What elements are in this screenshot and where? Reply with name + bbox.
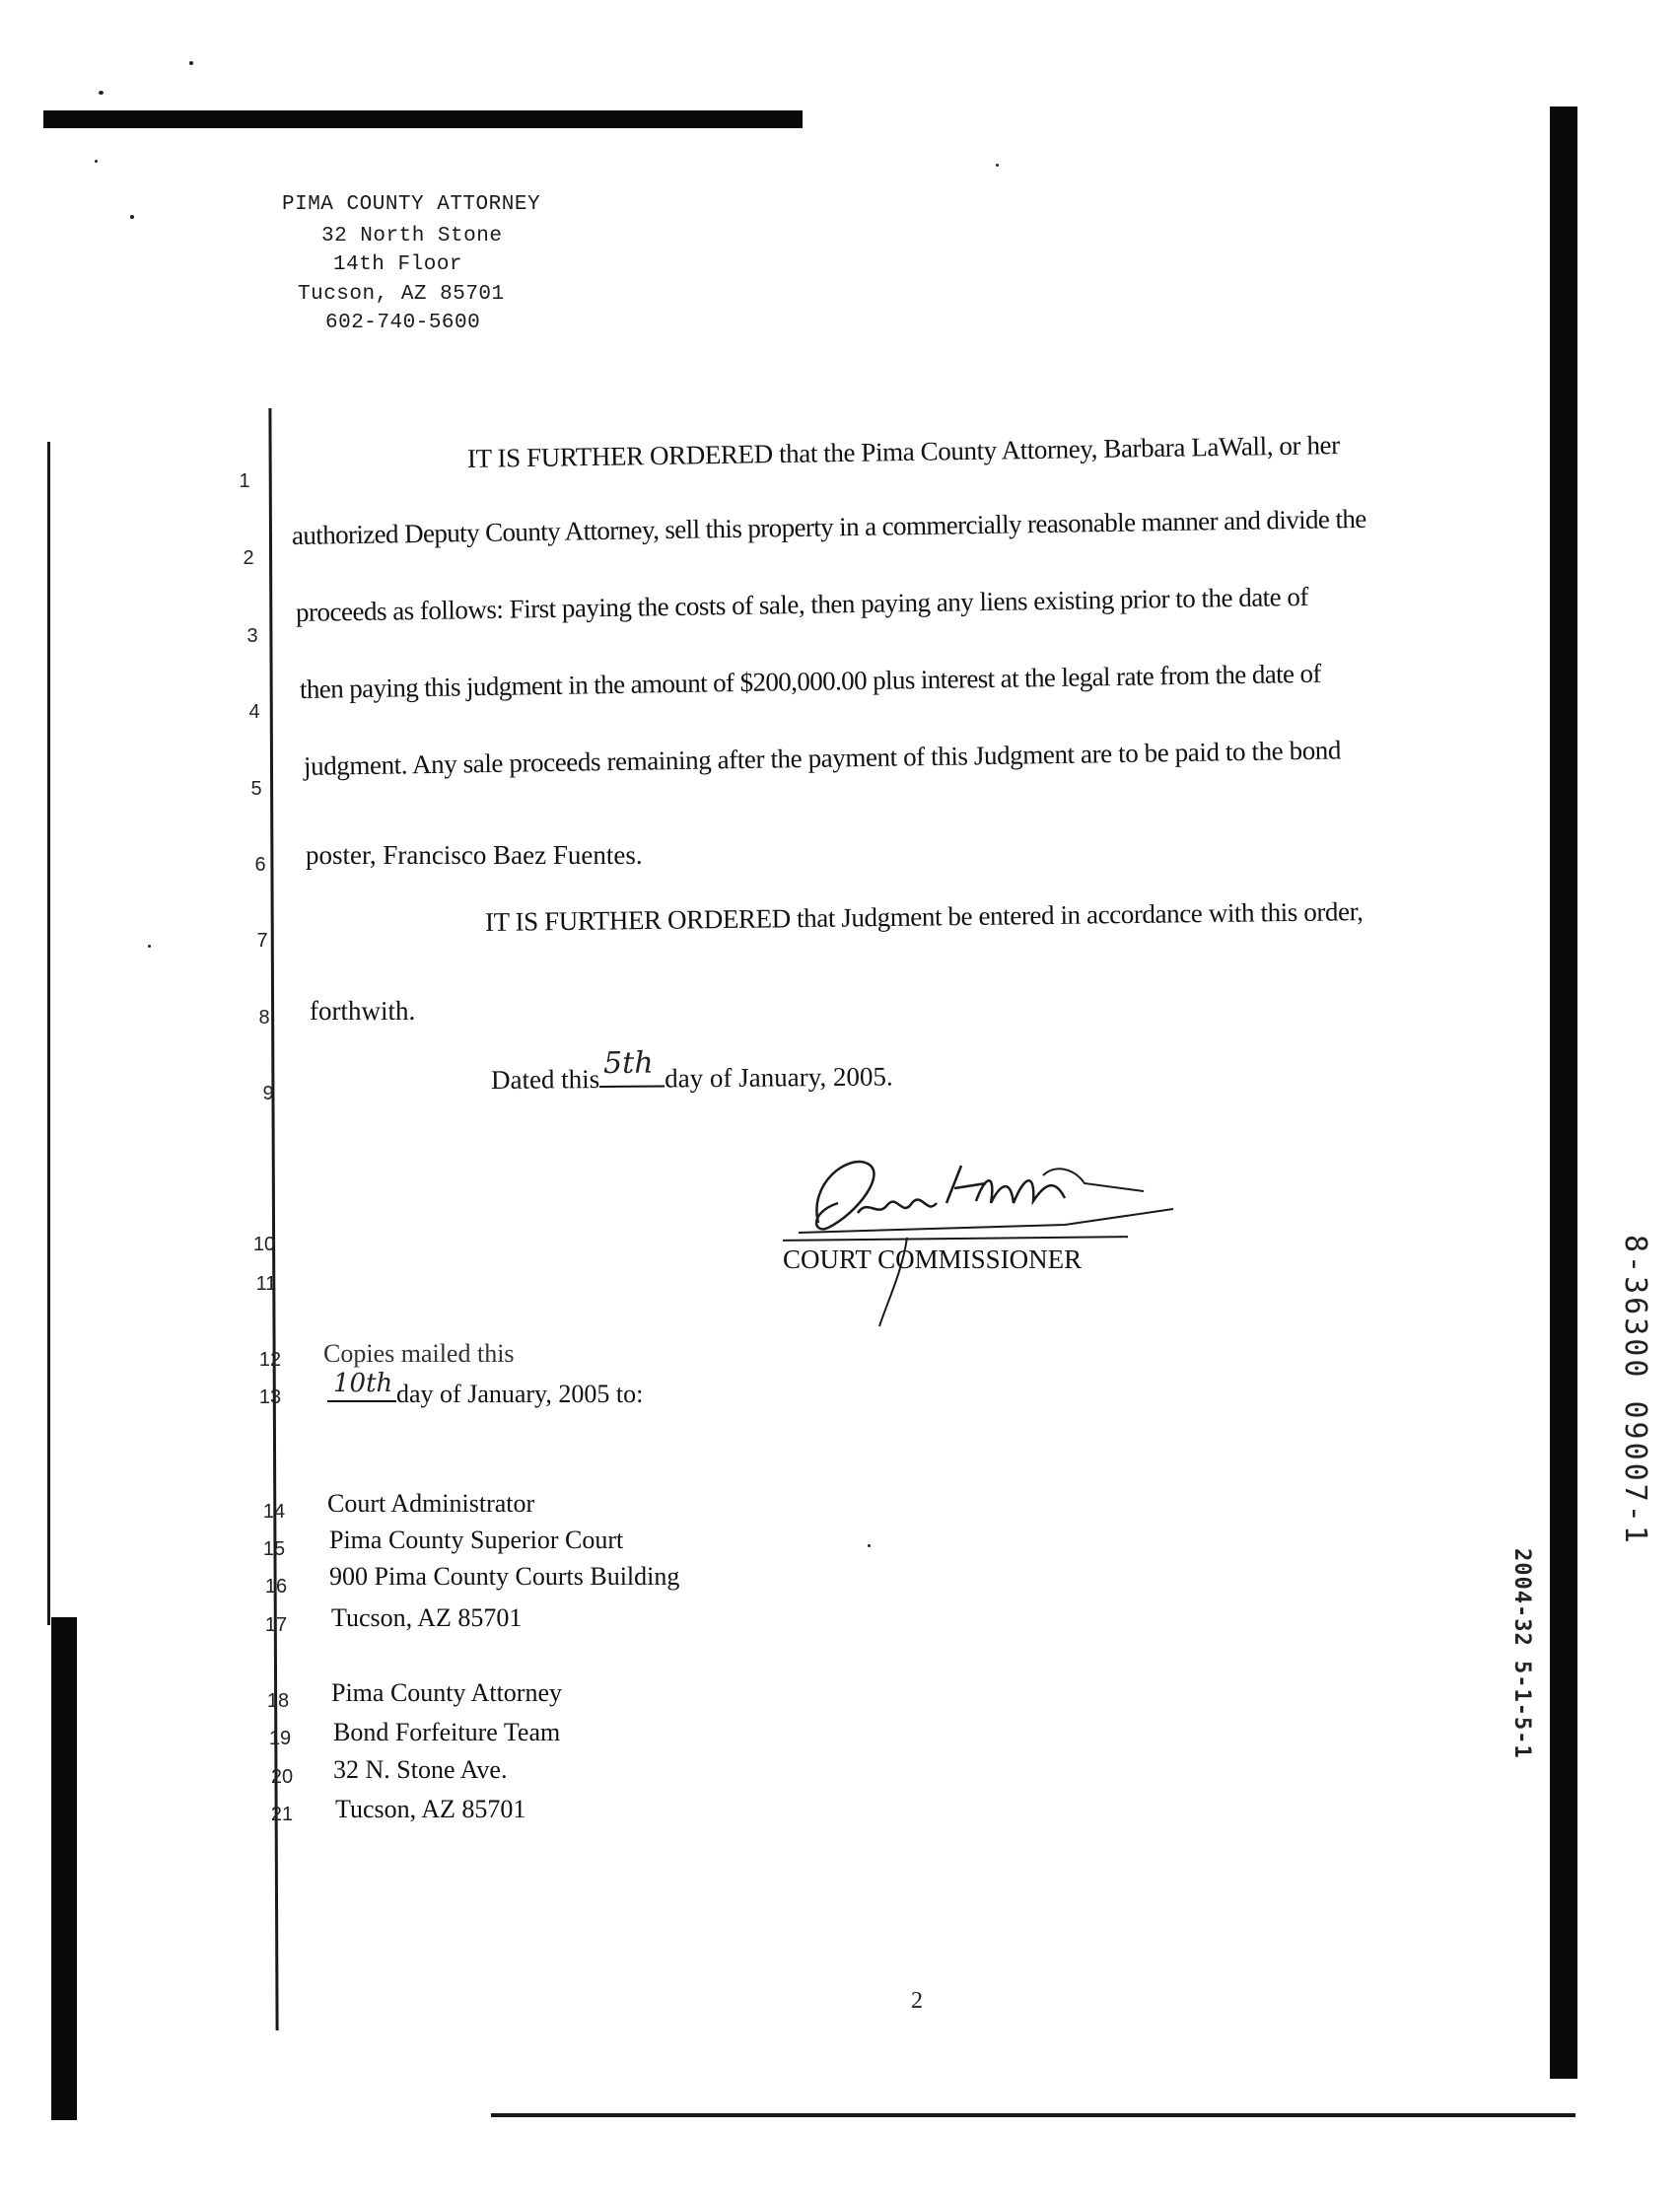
copies-line-2: 10th day of January, 2005 to: (327, 1377, 643, 1409)
line-number: 1 (239, 470, 250, 492)
letterhead-floor: 14th Floor (333, 253, 463, 276)
ordered-heading: IT IS FURTHER ORDERED (484, 903, 791, 937)
recipient-2-line-2: Bond Forfeiture Team (333, 1718, 561, 1746)
copies-line-1: Copies mailed this (323, 1339, 515, 1368)
scan-speck (99, 91, 104, 95)
page-number: 2 (911, 1988, 923, 2014)
recipient-2-line-3: 32 N. Stone Ave. (333, 1755, 508, 1784)
recipient-2-line-1: Pima County Attorney (331, 1678, 562, 1707)
body-line-1: IT IS FURTHER ORDERED that the Pima County Attorney, Barbara LaWall, or her (466, 430, 1340, 473)
body-line-2: authorized Deputy County Attorney, sell this property in a commercially reasonable manner and divide the (291, 503, 1366, 550)
scan-speck (868, 1544, 871, 1547)
handwritten-day: 5th (602, 1045, 654, 1082)
line-number: 12 (258, 1349, 282, 1371)
line-number: 21 (270, 1804, 294, 1825)
letterhead-office: PIMA COUNTY ATTORNEY (282, 193, 541, 216)
recipient-1-line-2: Pima County Superior Court (329, 1526, 624, 1554)
recipient-1-line-4: Tucson, AZ 85701 (331, 1603, 523, 1632)
scan-speck (130, 215, 134, 219)
letterhead-street: 32 North Stone (321, 225, 503, 248)
scan-speck (95, 160, 98, 163)
line-number: 18 (266, 1690, 290, 1712)
recipient-1-line-1: Court Administrator (327, 1489, 535, 1518)
recipient-2-line-4: Tucson, AZ 85701 (335, 1795, 526, 1823)
line-number: 19 (268, 1728, 292, 1749)
signature-title: COURT COMMISSIONER (783, 1244, 1083, 1274)
right-border-bar (1550, 107, 1577, 2079)
side-stamp-number: 8-36300 09007-1 (1618, 1235, 1652, 1546)
body-line-4: then paying this judgment in the amount of $200,000.00 plus interest at the legal rate from the date of (299, 658, 1322, 704)
line-number: 4 (248, 701, 260, 723)
body-line-8: forthwith. (310, 996, 416, 1026)
line-number: 11 (255, 1273, 277, 1295)
letterhead-phone: 602-740-5600 (325, 312, 481, 334)
dated-line: Dated this 5th day of January, 2005. (490, 1045, 893, 1095)
body-line-6: poster, Francisco Baez Fuentes. (306, 840, 643, 870)
top-border-bar (43, 110, 803, 128)
scan-speck (148, 945, 151, 948)
line-number: 14 (262, 1501, 286, 1523)
left-bottom-border-bar (51, 1617, 77, 2120)
body-line-3: proceeds as follows: First paying the costs of sale, then paying any liens existing prior to the date of (295, 581, 1309, 627)
line-number: 2 (243, 547, 254, 569)
line-number: 17 (264, 1614, 288, 1636)
line-number: 10 (252, 1234, 276, 1255)
copies-day-blank (327, 1369, 396, 1402)
ordered-heading: IT IS FURTHER ORDERED (466, 439, 773, 473)
line-number: 5 (250, 778, 262, 800)
body-line-5: judgment. Any sale proceeds remaining after the payment of this Judgment are to be paid to the bond (303, 735, 1342, 781)
bottom-border-rule (491, 2113, 1575, 2117)
line-number: 15 (262, 1538, 286, 1560)
side-stamp-code: 2004-32 5-1-5-1 (1509, 1548, 1534, 1759)
left-margin-rule (47, 442, 50, 1625)
line-number: 7 (256, 930, 268, 952)
line-number: 6 (254, 854, 266, 876)
scan-speck (996, 164, 999, 167)
line-number: 9 (262, 1083, 274, 1104)
line-number: 8 (258, 1007, 270, 1029)
letterhead-city: Tucson, AZ 85701 (298, 283, 505, 306)
recipient-1-line-3: 900 Pima County Courts Building (329, 1562, 680, 1591)
handwritten-copies-day: 10th (333, 1369, 393, 1398)
line-number: 16 (264, 1576, 288, 1598)
scan-speck (189, 61, 193, 65)
line-number: 3 (246, 625, 258, 647)
line-number: 13 (258, 1386, 282, 1408)
body-line-7: IT IS FURTHER ORDERED that Judgment be entered in accordance with this order, (484, 896, 1364, 937)
dated-day-blank (599, 1045, 665, 1088)
line-number: 20 (270, 1766, 294, 1788)
